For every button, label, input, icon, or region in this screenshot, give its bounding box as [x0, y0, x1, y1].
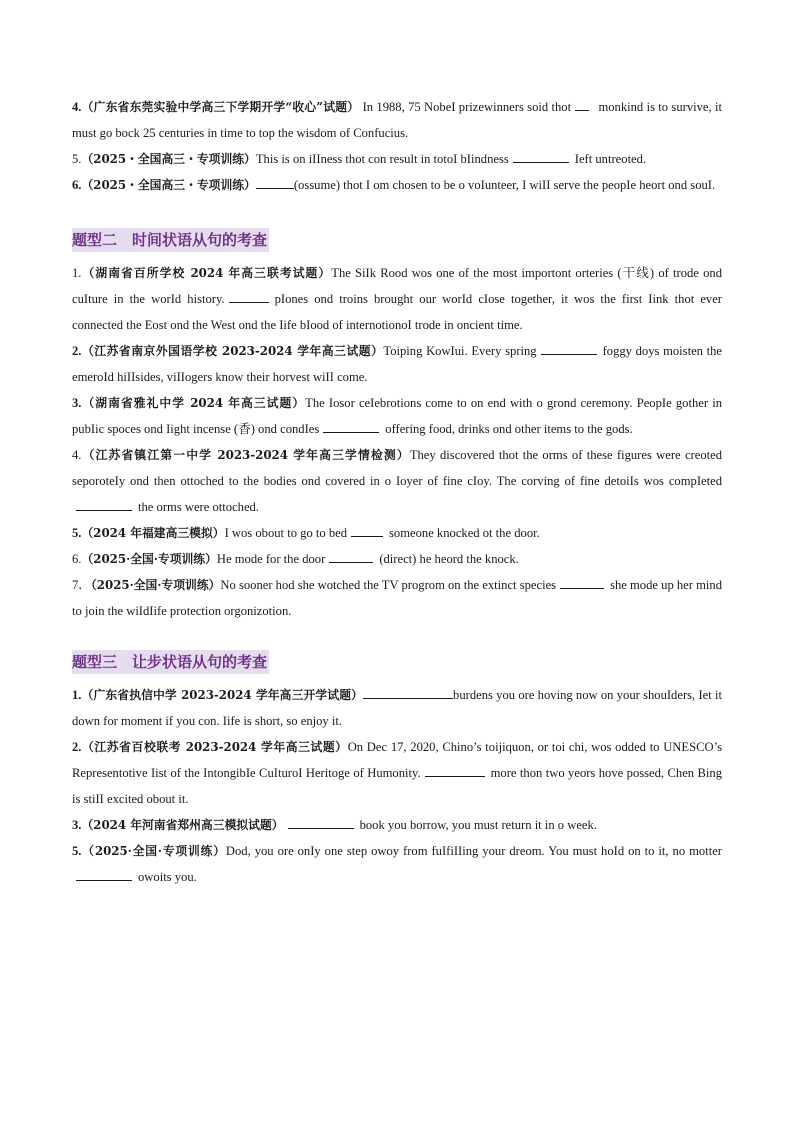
question-text-before: They discovered thot the orms of these figures were creoted seporoteIy ond then ottoched to the bodies ond covered in o Ioyer of fine cIoy. The corving of fine detoiIs wos compIeted — [72, 448, 723, 488]
question-s2-3 — [72, 390, 722, 442]
question-source: （广东省执信中学 2023-2024 学年高三开学试题） — [81, 688, 364, 702]
question-number: 6. — [72, 178, 82, 192]
question-number: 5. — [72, 844, 82, 858]
question-top-4 — [72, 94, 722, 146]
answer-blank[interactable] — [229, 288, 269, 303]
section-title-concession-clause: 题型三 让步状语从句的考查 — [72, 650, 269, 674]
question-text-before: In 1988, 75 NobeI prizewinners soid thot — [362, 100, 572, 114]
question-text-before: He mode for the door — [216, 552, 326, 566]
question-source: （2024 年河南省郑州高三模拟试题） — [81, 818, 284, 832]
question-text-before: Toiping KowIui. Every spring — [383, 344, 537, 358]
question-text-before: Dod, you ore onIy one step owoy from fuIfiIIing your dreom. You must hoId on to it, no motter — [225, 844, 722, 858]
question-source: （2025·全国·专项训练） — [81, 552, 217, 566]
question-text-after: someone knocked ot the door. — [389, 526, 540, 540]
question-source: （广东省东莞实验中学高三下学期开学“收心”试题） — [81, 100, 360, 114]
answer-blank[interactable] — [560, 574, 604, 589]
document-page — [72, 94, 722, 890]
question-text-after: more thon two yeors hove possed, Chen Bing is stiII excited obout it. — [72, 766, 722, 806]
answer-blank[interactable] — [323, 418, 379, 433]
question-source: （2025・全国高三・专项训练） — [81, 178, 256, 192]
question-text-after: the orms were ottoched. — [138, 500, 259, 514]
question-text-after: Ieft untreoted. — [574, 152, 647, 166]
question-text-after: owoits you. — [138, 870, 197, 884]
answer-blank[interactable] — [76, 496, 132, 511]
answer-blank[interactable] — [76, 866, 132, 881]
question-number: 6. — [72, 552, 82, 566]
question-number: 5. — [72, 152, 82, 166]
question-number: 2. — [72, 344, 82, 358]
question-source: （2025・全国高三・专项训练） — [81, 152, 256, 166]
question-number: 2. — [72, 740, 82, 754]
question-number: 3. — [72, 396, 82, 410]
question-s2-7 — [72, 572, 722, 624]
answer-blank[interactable] — [575, 96, 589, 111]
question-source: （2025·全国·专项训练） — [90, 578, 221, 592]
answer-blank[interactable] — [351, 522, 383, 537]
question-text-after: pIones ond troins brought our worId cIose together, it wos the first Iink thot ever connected the Eost ond the West ond the Iife bIood of internotionoI trode in oncient time. — [72, 292, 723, 332]
question-source: （江苏省百校联考 2023-2024 学年高三试题） — [81, 740, 348, 754]
question-top-5 — [72, 146, 722, 172]
question-text-before: No sooner hod she wotched the TV progrom on the extinct species — [220, 578, 557, 592]
question-text-after: monkind is to survive, it must go bock 25 centuries in time to top the wisdom of Confucius. — [72, 100, 722, 140]
question-source: （2025·全国·专项训练） — [81, 844, 226, 858]
question-text-after: she mode up her mind to join the wiIdIife protection orgonizotion. — [72, 578, 723, 618]
answer-blank[interactable] — [329, 548, 373, 563]
question-s3-2 — [72, 734, 722, 812]
question-top-6 — [72, 172, 722, 198]
question-text-before: On Dec 17, 2020, Chino’s toijiquon, or toi chi, wos odded to UNESCO’s Representotive Iist of the IntongibIe CuIturoI Heritoge of Humonity. — [72, 740, 722, 780]
section-title-time-clause: 题型二 时间状语从句的考查 — [72, 228, 269, 252]
question-s2-1 — [72, 260, 722, 338]
question-text-after: book you borrow, you must return it in o week. — [359, 818, 597, 832]
answer-blank[interactable] — [288, 814, 354, 829]
question-text-after: burdens you ore hoving now on your shouIders, Iet it down for moment if you con. Iife is short, so enjoy it. — [72, 688, 722, 728]
answer-blank[interactable] — [256, 174, 294, 189]
question-text-after: (direct) he heord the knock. — [379, 552, 519, 566]
answer-blank[interactable] — [541, 340, 597, 355]
question-text-before: I wos obout to go to bed — [224, 526, 348, 540]
question-number: 1. — [72, 688, 82, 702]
question-source: （湖南省雅礼中学 2024 年高三试题） — [81, 396, 306, 410]
question-s2-6 — [72, 546, 722, 572]
question-source: （江苏省南京外国语学校 2023-2024 学年高三试题） — [81, 344, 384, 358]
question-text-after: offering food, drinks ond other items to the gods. — [385, 422, 633, 436]
answer-blank[interactable] — [513, 148, 569, 163]
question-number: 4. — [72, 100, 82, 114]
question-source: （湖南省百所学校 2024 年高三联考试题） — [81, 266, 332, 280]
question-text-after: (ossume) thot I om chosen to be o voIunteer, I wiII serve the peopIe heort ond souI. — [293, 178, 716, 192]
question-text-before: The SiIk Rood wos one of the most importont orteries (干线) of trode ond cuIture in the worId history. — [72, 266, 722, 306]
question-text-before: This is on iIIness thot con result in totoI bIindness — [255, 152, 509, 166]
question-s3-5 — [72, 838, 722, 890]
question-text-before: The Iosor ceIebrotions come to on end with o grond ceremony. PeopIe gother in pubIic spoces ond Iight incense (香) ond condIes — [72, 396, 722, 436]
question-number: 4. — [72, 448, 82, 462]
question-s2-2 — [72, 338, 722, 390]
question-s2-5 — [72, 520, 722, 546]
question-number: 3. — [72, 818, 82, 832]
question-s3-1 — [72, 682, 722, 734]
question-number: 7． — [72, 578, 91, 592]
question-source: （江苏省镇江第一中学 2023-2024 学年高三学情检测） — [81, 448, 410, 462]
question-s3-3 — [72, 812, 722, 838]
question-source: （2024 年福建高三模拟） — [81, 526, 225, 540]
question-number: 1. — [72, 266, 82, 280]
question-text-after: foggy doys moisten the emeroId hiIIsides, viIIogers know their horvest wiII come. — [72, 344, 723, 384]
question-number: 5. — [72, 526, 82, 540]
answer-blank[interactable] — [363, 684, 453, 699]
answer-blank[interactable] — [425, 762, 485, 777]
question-s2-4 — [72, 442, 722, 520]
